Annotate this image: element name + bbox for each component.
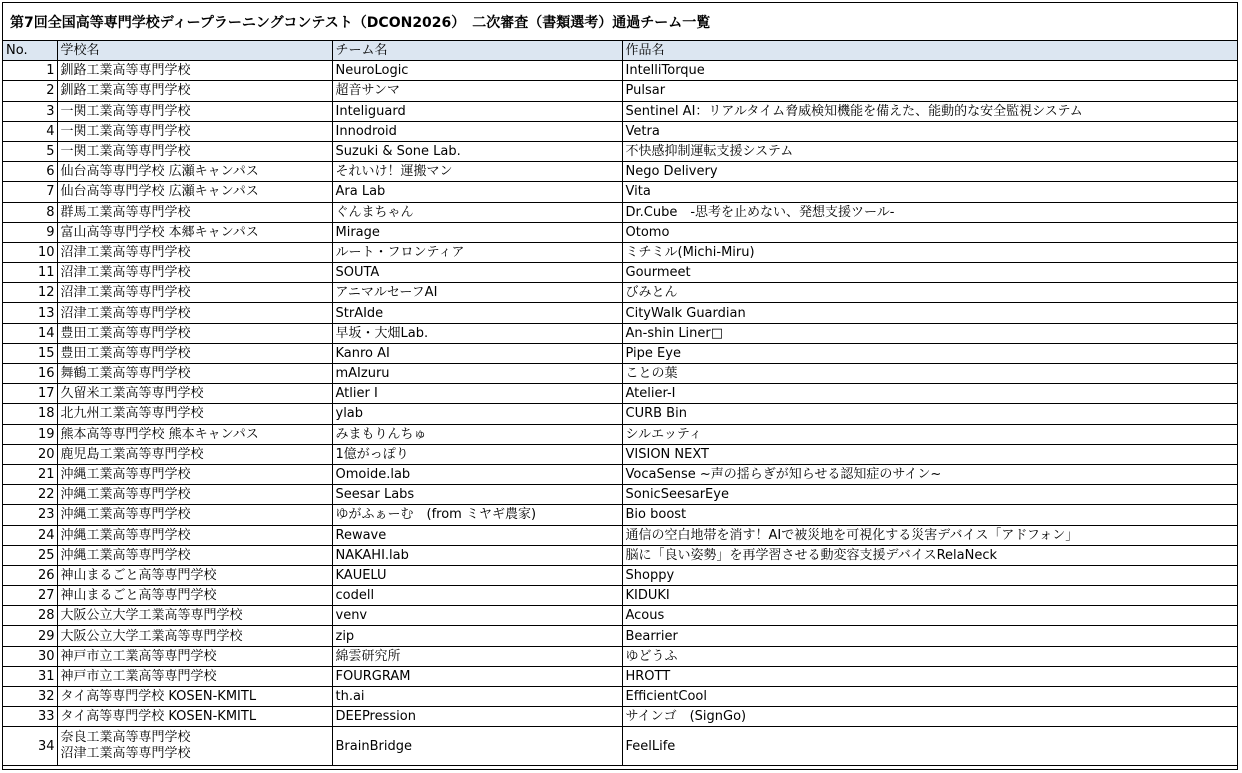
table-row (3, 162, 1237, 182)
cell-work: Dr.Cube -思考を止めない、発想支援ツール- (622, 202, 1237, 222)
header-row (3, 41, 1237, 61)
cell-school: 釧路工業高等専門学校 (57, 81, 332, 101)
cell-work: ミチミル(Michi-Miru) (622, 242, 1237, 262)
table-row (3, 141, 1237, 161)
cell-no: 25 (3, 545, 57, 565)
cell-school: 神戸市立工業高等専門学校 (57, 646, 332, 666)
cell-school: 釧路工業高等専門学校 (57, 61, 332, 81)
cell-school: 熊本高等専門学校 熊本キャンパス (57, 424, 332, 444)
header-school: 学校名 (57, 41, 332, 61)
cell-work: 脳に「良い姿勢」を再学習させる動変容支援デバイスRelaNeck (622, 545, 1237, 565)
cell-school: タイ高等専門学校 KOSEN-KMITL (57, 687, 332, 707)
cell-school: 群馬工業高等専門学校 (57, 202, 332, 222)
cell-school: タイ高等専門学校 KOSEN-KMITL (57, 707, 332, 727)
table-row (3, 565, 1237, 585)
cell-team: DEEPression (332, 707, 622, 727)
cell-no: 22 (3, 485, 57, 505)
cell-work: Bio boost (622, 505, 1237, 525)
cell-school: 神山まるごと高等専門学校 (57, 586, 332, 606)
cell-no: 18 (3, 404, 57, 424)
cell-work: CityWalk Guardian (622, 303, 1237, 323)
cell-no: 33 (3, 707, 57, 727)
cell-school: 一関工業高等専門学校 (57, 121, 332, 141)
cell-work: 通信の空白地帯を消す！AIで被災地を可視化する災害デバイス「アドフォン」 (622, 525, 1237, 545)
table-row (3, 707, 1237, 727)
teams-table (3, 41, 1237, 766)
cell-work: ことの葉 (622, 364, 1237, 384)
cell-team: Innodroid (332, 121, 622, 141)
cell-no: 21 (3, 464, 57, 484)
cell-team: SOUTA (332, 263, 622, 283)
table-row (3, 384, 1237, 404)
cell-work: Otomo (622, 222, 1237, 242)
cell-school: 鹿児島工業高等専門学校 (57, 444, 332, 464)
cell-no: 17 (3, 384, 57, 404)
cell-work: 不快感抑制運転支援システム (622, 141, 1237, 161)
cell-team: zip (332, 626, 622, 646)
cell-no: 6 (3, 162, 57, 182)
cell-no: 2 (3, 81, 57, 101)
school-line: 沼津工業高等専門学校 (60, 746, 191, 762)
header-work: 作品名 (622, 41, 1237, 61)
cell-team: BrainBridge (332, 727, 622, 766)
table-row (3, 121, 1237, 141)
table-row (3, 283, 1237, 303)
table-row (3, 727, 1237, 766)
cell-team: NAKAHI.lab (332, 545, 622, 565)
table-row (3, 182, 1237, 202)
cell-no: 26 (3, 565, 57, 585)
cell-school: 仙台高等専門学校 広瀬キャンパス (57, 182, 332, 202)
table-row (3, 61, 1237, 81)
cell-team: ぐんまちゃん (332, 202, 622, 222)
cell-work: ゆどうふ (622, 646, 1237, 666)
cell-no: 19 (3, 424, 57, 444)
cell-school: 北九州工業高等専門学校 (57, 404, 332, 424)
cell-work: Vetra (622, 121, 1237, 141)
cell-work: Sentinel AI：リアルタイム脅威検知機能を備えた、能動的な安全監視システム (622, 101, 1237, 121)
spreadsheet (2, 2, 1238, 770)
table-row (3, 485, 1237, 505)
table-row (3, 687, 1237, 707)
cell-work: FeelLife (622, 727, 1237, 766)
cell-team: Atlier I (332, 384, 622, 404)
cell-team: ylab (332, 404, 622, 424)
cell-school: 沖縄工業高等専門学校 (57, 485, 332, 505)
cell-school: 神山まるごと高等専門学校 (57, 565, 332, 585)
table-row (3, 101, 1237, 121)
table-row (3, 263, 1237, 283)
cell-team: StrAIde (332, 303, 622, 323)
cell-work: An-shin Liner□ (622, 323, 1237, 343)
cell-team: FOURGRAM (332, 666, 622, 686)
cell-school: 豊田工業高等専門学校 (57, 343, 332, 363)
cell-team: Mirage (332, 222, 622, 242)
table-row (3, 545, 1237, 565)
table-row (3, 464, 1237, 484)
cell-school: 沼津工業高等専門学校 (57, 283, 332, 303)
cell-work: IntelliTorque (622, 61, 1237, 81)
cell-work: SonicSeesarEye (622, 485, 1237, 505)
cell-no: 30 (3, 646, 57, 666)
cell-team: KAUELU (332, 565, 622, 585)
cell-no: 12 (3, 283, 57, 303)
cell-no: 29 (3, 626, 57, 646)
cell-team: NeuroLogic (332, 61, 622, 81)
table-row (3, 444, 1237, 464)
cell-school: 豊田工業高等専門学校 (57, 323, 332, 343)
cell-no: 34 (3, 727, 57, 766)
cell-work: EfficientCool (622, 687, 1237, 707)
cell-team: ルート・フロンティア (332, 242, 622, 262)
cell-school: 久留米工業高等専門学校 (57, 384, 332, 404)
cell-no: 10 (3, 242, 57, 262)
cell-no: 13 (3, 303, 57, 323)
cell-work: CURB Bin (622, 404, 1237, 424)
cell-no: 15 (3, 343, 57, 363)
cell-work: Pipe Eye (622, 343, 1237, 363)
cell-no: 11 (3, 263, 57, 283)
cell-team: th.ai (332, 687, 622, 707)
cell-team: Rewave (332, 525, 622, 545)
cell-work: HROTT (622, 666, 1237, 686)
table-body (3, 61, 1237, 766)
cell-school: 沖縄工業高等専門学校 (57, 464, 332, 484)
cell-no: 28 (3, 606, 57, 626)
cell-team: 早坂・大畑Lab. (332, 323, 622, 343)
cell-no: 24 (3, 525, 57, 545)
cell-school: 仙台高等専門学校 広瀬キャンパス (57, 162, 332, 182)
cell-work: Vita (622, 182, 1237, 202)
cell-team: Seesar Labs (332, 485, 622, 505)
cell-school: 沼津工業高等専門学校 (57, 263, 332, 283)
cell-no: 5 (3, 141, 57, 161)
cell-team: ゆがふぁーむ (from ミヤギ農家) (332, 505, 622, 525)
cell-school: 大阪公立大学工業高等専門学校 (57, 626, 332, 646)
table-row (3, 364, 1237, 384)
cell-school: 一関工業高等専門学校 (57, 101, 332, 121)
cell-team: Suzuki & Sone Lab. (332, 141, 622, 161)
cell-team: codell (332, 586, 622, 606)
cell-school: 沖縄工業高等専門学校 (57, 545, 332, 565)
cell-no: 8 (3, 202, 57, 222)
cell-school: 沼津工業高等専門学校 (57, 303, 332, 323)
table-row (3, 81, 1237, 101)
cell-no: 16 (3, 364, 57, 384)
cell-team: Inteliguard (332, 101, 622, 121)
cell-team: それいけ！運搬マン (332, 162, 622, 182)
cell-team: mAIzuru (332, 364, 622, 384)
header-no: No. (3, 41, 57, 61)
table-row (3, 505, 1237, 525)
table-row (3, 343, 1237, 363)
cell-team: 超音サンマ (332, 81, 622, 101)
cell-work: VocaSense ~声の揺らぎが知らせる認知症のサイン~ (622, 464, 1237, 484)
cell-no: 23 (3, 505, 57, 525)
cell-team: Ara Lab (332, 182, 622, 202)
table-row (3, 626, 1237, 646)
cell-school: 一関工業高等専門学校 (57, 141, 332, 161)
cell-work: Shoppy (622, 565, 1237, 585)
cell-no: 4 (3, 121, 57, 141)
cell-team: 1億がっぽり (332, 444, 622, 464)
cell-team: みまもりんちゅ (332, 424, 622, 444)
cell-school: 舞鶴工業高等専門学校 (57, 364, 332, 384)
cell-team: Omoide.lab (332, 464, 622, 484)
cell-work: VISION NEXT (622, 444, 1237, 464)
cell-work: Acous (622, 606, 1237, 626)
cell-no: 14 (3, 323, 57, 343)
table-row (3, 606, 1237, 626)
cell-no: 7 (3, 182, 57, 202)
cell-work: KIDUKI (622, 586, 1237, 606)
cell-work: シルエッティ (622, 424, 1237, 444)
table-row (3, 222, 1237, 242)
table-row (3, 202, 1237, 222)
sheet-title: 第7回全国高等専門学校ディープラーニングコンテスト（DCON2026） 二次審査（書類選考）通過チーム一覧 (3, 3, 1237, 41)
table-row (3, 646, 1237, 666)
table-row (3, 525, 1237, 545)
cell-school: 大阪公立大学工業高等専門学校 (57, 606, 332, 626)
cell-work: Atelier-I (622, 384, 1237, 404)
cell-school: 富山高等専門学校 本郷キャンパス (57, 222, 332, 242)
cell-school: 沼津工業高等専門学校 (57, 242, 332, 262)
cell-team: 綿雲研究所 (332, 646, 622, 666)
school-line: 奈良工業高等専門学校 (60, 730, 191, 746)
cell-school: 沖縄工業高等専門学校 (57, 525, 332, 545)
cell-work: Bearrier (622, 626, 1237, 646)
cell-team: アニマルセーフAI (332, 283, 622, 303)
cell-work: びみとん (622, 283, 1237, 303)
cell-team: Kanro AI (332, 343, 622, 363)
table-row (3, 424, 1237, 444)
cell-no: 3 (3, 101, 57, 121)
table-row (3, 242, 1237, 262)
cell-no: 27 (3, 586, 57, 606)
cell-no: 9 (3, 222, 57, 242)
cell-school (57, 727, 332, 766)
table-row (3, 323, 1237, 343)
cell-school: 沖縄工業高等専門学校 (57, 505, 332, 525)
cell-team: venv (332, 606, 622, 626)
table-row (3, 586, 1237, 606)
cell-work: Gourmeet (622, 263, 1237, 283)
cell-work: Pulsar (622, 81, 1237, 101)
cell-school: 神戸市立工業高等専門学校 (57, 666, 332, 686)
header-team: チーム名 (332, 41, 622, 61)
cell-no: 20 (3, 444, 57, 464)
cell-work: Nego Delivery (622, 162, 1237, 182)
table-row (3, 404, 1237, 424)
cell-work: サインゴ (SignGo) (622, 707, 1237, 727)
table-row (3, 666, 1237, 686)
cell-no: 32 (3, 687, 57, 707)
cell-no: 1 (3, 61, 57, 81)
table-row (3, 303, 1237, 323)
cell-no: 31 (3, 666, 57, 686)
